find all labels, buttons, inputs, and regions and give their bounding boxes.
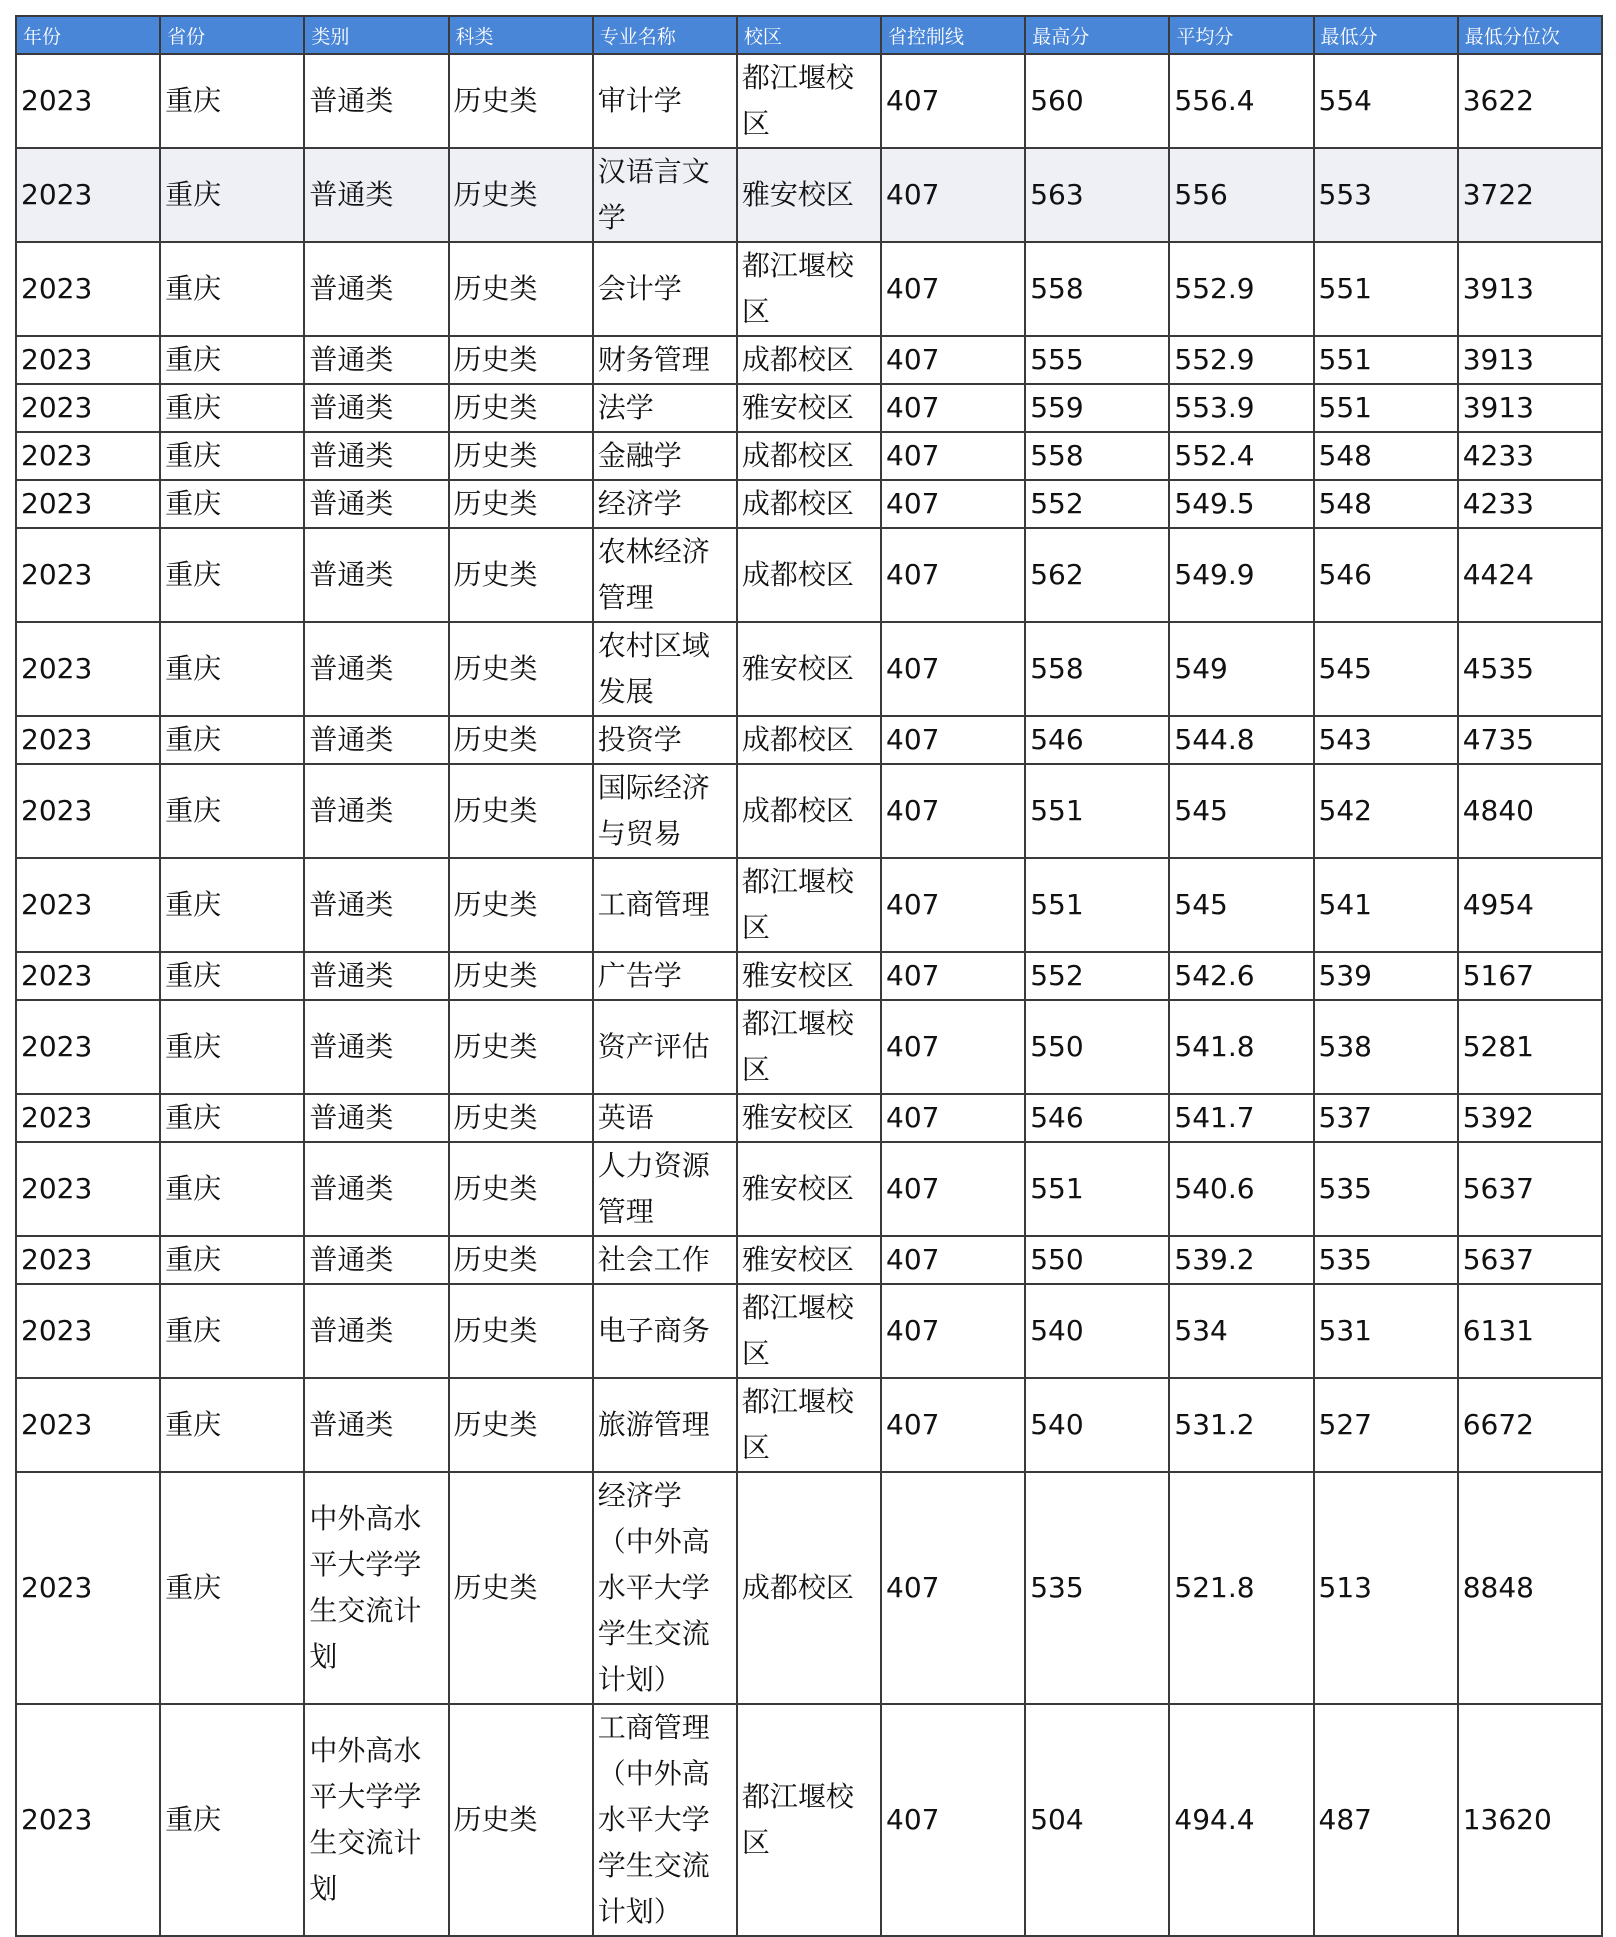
cell-min-score: 535 <box>1314 1142 1458 1236</box>
cell-major: 农村区域发展 <box>593 622 737 716</box>
cell-category: 中外高水平大学学生交流计划 <box>304 1704 448 1936</box>
cell-category: 普通类 <box>304 1236 448 1284</box>
column-header-category: 类别 <box>304 16 448 54</box>
cell-campus: 雅安校区 <box>737 1236 881 1284</box>
column-header-max-score: 最高分 <box>1025 16 1169 54</box>
table-row <box>16 1472 1602 1704</box>
cell-year: 2023 <box>16 858 160 952</box>
cell-min-rank: 3913 <box>1458 336 1602 384</box>
cell-province: 重庆 <box>160 1236 304 1284</box>
cell-major: 会计学 <box>593 242 737 336</box>
cell-subject-type: 历史类 <box>449 432 593 480</box>
column-header-subject-type: 科类 <box>449 16 593 54</box>
cell-control-line: 407 <box>881 480 1025 528</box>
cell-min-rank: 3913 <box>1458 242 1602 336</box>
cell-min-rank: 3622 <box>1458 54 1602 148</box>
cell-control-line: 407 <box>881 1142 1025 1236</box>
cell-category: 普通类 <box>304 622 448 716</box>
cell-max-score: 555 <box>1025 336 1169 384</box>
cell-control-line: 407 <box>881 1284 1025 1378</box>
cell-province: 重庆 <box>160 54 304 148</box>
cell-min-score: 548 <box>1314 432 1458 480</box>
cell-min-rank: 4735 <box>1458 716 1602 764</box>
cell-year: 2023 <box>16 480 160 528</box>
cell-max-score: 552 <box>1025 480 1169 528</box>
cell-subject-type: 历史类 <box>449 1000 593 1094</box>
cell-province: 重庆 <box>160 952 304 1000</box>
table-row <box>16 384 1602 432</box>
table-row <box>16 622 1602 716</box>
cell-province: 重庆 <box>160 336 304 384</box>
table-row <box>16 952 1602 1000</box>
cell-province: 重庆 <box>160 858 304 952</box>
table-row <box>16 764 1602 858</box>
cell-subject-type: 历史类 <box>449 336 593 384</box>
cell-control-line: 407 <box>881 1378 1025 1472</box>
cell-year: 2023 <box>16 1236 160 1284</box>
column-header-year: 年份 <box>16 16 160 54</box>
cell-subject-type: 历史类 <box>449 1378 593 1472</box>
cell-major: 电子商务 <box>593 1284 737 1378</box>
column-header-min-rank: 最低分位次 <box>1458 16 1602 54</box>
cell-control-line: 407 <box>881 858 1025 952</box>
cell-year: 2023 <box>16 432 160 480</box>
cell-province: 重庆 <box>160 242 304 336</box>
cell-subject-type: 历史类 <box>449 952 593 1000</box>
table-body <box>16 54 1602 1936</box>
cell-subject-type: 历史类 <box>449 54 593 148</box>
cell-major: 社会工作 <box>593 1236 737 1284</box>
table-row <box>16 858 1602 952</box>
cell-min-score: 543 <box>1314 716 1458 764</box>
cell-major: 汉语言文学 <box>593 148 737 242</box>
cell-control-line: 407 <box>881 622 1025 716</box>
cell-control-line: 407 <box>881 1704 1025 1936</box>
cell-subject-type: 历史类 <box>449 1094 593 1142</box>
cell-year: 2023 <box>16 148 160 242</box>
cell-province: 重庆 <box>160 1704 304 1936</box>
table-row <box>16 1236 1602 1284</box>
cell-subject-type: 历史类 <box>449 622 593 716</box>
cell-campus: 雅安校区 <box>737 952 881 1000</box>
cell-campus: 都江堰校区 <box>737 858 881 952</box>
cell-min-score: 546 <box>1314 528 1458 622</box>
cell-subject-type: 历史类 <box>449 480 593 528</box>
cell-min-rank: 3913 <box>1458 384 1602 432</box>
cell-province: 重庆 <box>160 148 304 242</box>
cell-year: 2023 <box>16 1142 160 1236</box>
cell-max-score: 558 <box>1025 432 1169 480</box>
cell-avg-score: 549.9 <box>1169 528 1313 622</box>
cell-control-line: 407 <box>881 952 1025 1000</box>
cell-category: 中外高水平大学学生交流计划 <box>304 1472 448 1704</box>
cell-year: 2023 <box>16 54 160 148</box>
table-header-row <box>16 16 1602 54</box>
admission-score-table <box>15 15 1603 1937</box>
column-header-campus: 校区 <box>737 16 881 54</box>
cell-category: 普通类 <box>304 148 448 242</box>
cell-province: 重庆 <box>160 1472 304 1704</box>
cell-avg-score: 553.9 <box>1169 384 1313 432</box>
table-row <box>16 1094 1602 1142</box>
cell-category: 普通类 <box>304 480 448 528</box>
cell-control-line: 407 <box>881 716 1025 764</box>
cell-max-score: 560 <box>1025 54 1169 148</box>
cell-min-score: 538 <box>1314 1000 1458 1094</box>
cell-min-score: 551 <box>1314 384 1458 432</box>
cell-avg-score: 544.8 <box>1169 716 1313 764</box>
cell-min-rank: 4954 <box>1458 858 1602 952</box>
table-row <box>16 1000 1602 1094</box>
cell-min-score: 545 <box>1314 622 1458 716</box>
cell-year: 2023 <box>16 1472 160 1704</box>
cell-min-rank: 13620 <box>1458 1704 1602 1936</box>
cell-max-score: 550 <box>1025 1236 1169 1284</box>
cell-category: 普通类 <box>304 764 448 858</box>
cell-category: 普通类 <box>304 336 448 384</box>
cell-subject-type: 历史类 <box>449 764 593 858</box>
table-row <box>16 336 1602 384</box>
cell-min-rank: 4535 <box>1458 622 1602 716</box>
cell-control-line: 407 <box>881 1000 1025 1094</box>
cell-campus: 雅安校区 <box>737 384 881 432</box>
cell-avg-score: 556.4 <box>1169 54 1313 148</box>
cell-min-rank: 5167 <box>1458 952 1602 1000</box>
cell-min-score: 537 <box>1314 1094 1458 1142</box>
cell-min-score: 531 <box>1314 1284 1458 1378</box>
cell-year: 2023 <box>16 1000 160 1094</box>
cell-control-line: 407 <box>881 1472 1025 1704</box>
cell-major: 投资学 <box>593 716 737 764</box>
cell-campus: 成都校区 <box>737 716 881 764</box>
cell-avg-score: 541.7 <box>1169 1094 1313 1142</box>
cell-year: 2023 <box>16 764 160 858</box>
cell-year: 2023 <box>16 528 160 622</box>
cell-min-score: 553 <box>1314 148 1458 242</box>
cell-campus: 成都校区 <box>737 764 881 858</box>
cell-max-score: 562 <box>1025 528 1169 622</box>
table-row <box>16 528 1602 622</box>
cell-province: 重庆 <box>160 1142 304 1236</box>
cell-category: 普通类 <box>304 952 448 1000</box>
cell-min-rank: 6131 <box>1458 1284 1602 1378</box>
cell-min-rank: 8848 <box>1458 1472 1602 1704</box>
cell-subject-type: 历史类 <box>449 1284 593 1378</box>
cell-province: 重庆 <box>160 1094 304 1142</box>
cell-major: 农林经济管理 <box>593 528 737 622</box>
cell-max-score: 504 <box>1025 1704 1169 1936</box>
cell-max-score: 558 <box>1025 242 1169 336</box>
cell-min-score: 548 <box>1314 480 1458 528</box>
cell-avg-score: 556 <box>1169 148 1313 242</box>
cell-campus: 成都校区 <box>737 480 881 528</box>
cell-major: 经济学 <box>593 480 737 528</box>
cell-max-score: 558 <box>1025 622 1169 716</box>
cell-min-rank: 5281 <box>1458 1000 1602 1094</box>
cell-category: 普通类 <box>304 858 448 952</box>
cell-avg-score: 494.4 <box>1169 1704 1313 1936</box>
cell-subject-type: 历史类 <box>449 148 593 242</box>
cell-control-line: 407 <box>881 384 1025 432</box>
cell-province: 重庆 <box>160 480 304 528</box>
cell-province: 重庆 <box>160 384 304 432</box>
cell-avg-score: 542.6 <box>1169 952 1313 1000</box>
cell-avg-score: 552.9 <box>1169 242 1313 336</box>
cell-category: 普通类 <box>304 716 448 764</box>
cell-control-line: 407 <box>881 432 1025 480</box>
cell-campus: 雅安校区 <box>737 1142 881 1236</box>
cell-major: 广告学 <box>593 952 737 1000</box>
cell-year: 2023 <box>16 716 160 764</box>
cell-avg-score: 521.8 <box>1169 1472 1313 1704</box>
cell-min-score: 535 <box>1314 1236 1458 1284</box>
cell-avg-score: 539.2 <box>1169 1236 1313 1284</box>
cell-min-score: 527 <box>1314 1378 1458 1472</box>
cell-province: 重庆 <box>160 1284 304 1378</box>
cell-control-line: 407 <box>881 54 1025 148</box>
cell-min-score: 551 <box>1314 336 1458 384</box>
cell-min-rank: 4424 <box>1458 528 1602 622</box>
cell-min-rank: 5637 <box>1458 1142 1602 1236</box>
cell-campus: 成都校区 <box>737 1472 881 1704</box>
cell-min-rank: 4233 <box>1458 432 1602 480</box>
table-row <box>16 148 1602 242</box>
table-row <box>16 54 1602 148</box>
cell-major: 工商管理（中外高水平大学学生交流计划） <box>593 1704 737 1936</box>
cell-year: 2023 <box>16 384 160 432</box>
cell-major: 旅游管理 <box>593 1378 737 1472</box>
cell-min-score: 539 <box>1314 952 1458 1000</box>
cell-min-score: 487 <box>1314 1704 1458 1936</box>
cell-category: 普通类 <box>304 432 448 480</box>
table-row <box>16 716 1602 764</box>
cell-avg-score: 545 <box>1169 858 1313 952</box>
cell-control-line: 407 <box>881 764 1025 858</box>
cell-subject-type: 历史类 <box>449 1142 593 1236</box>
cell-min-rank: 4840 <box>1458 764 1602 858</box>
cell-control-line: 407 <box>881 336 1025 384</box>
cell-avg-score: 552.4 <box>1169 432 1313 480</box>
table-row <box>16 1704 1602 1936</box>
cell-control-line: 407 <box>881 242 1025 336</box>
cell-min-score: 554 <box>1314 54 1458 148</box>
cell-subject-type: 历史类 <box>449 716 593 764</box>
cell-control-line: 407 <box>881 1094 1025 1142</box>
cell-major: 财务管理 <box>593 336 737 384</box>
table-row <box>16 1284 1602 1378</box>
cell-campus: 雅安校区 <box>737 622 881 716</box>
cell-campus: 都江堰校区 <box>737 1284 881 1378</box>
cell-max-score: 552 <box>1025 952 1169 1000</box>
cell-max-score: 535 <box>1025 1472 1169 1704</box>
cell-subject-type: 历史类 <box>449 1472 593 1704</box>
cell-avg-score: 549 <box>1169 622 1313 716</box>
cell-campus: 都江堰校区 <box>737 1000 881 1094</box>
cell-province: 重庆 <box>160 1000 304 1094</box>
cell-subject-type: 历史类 <box>449 242 593 336</box>
table-row <box>16 1378 1602 1472</box>
cell-subject-type: 历史类 <box>449 1704 593 1936</box>
cell-year: 2023 <box>16 952 160 1000</box>
cell-max-score: 540 <box>1025 1378 1169 1472</box>
cell-category: 普通类 <box>304 54 448 148</box>
cell-min-rank: 4233 <box>1458 480 1602 528</box>
cell-campus: 成都校区 <box>737 432 881 480</box>
cell-province: 重庆 <box>160 716 304 764</box>
cell-year: 2023 <box>16 622 160 716</box>
cell-avg-score: 552.9 <box>1169 336 1313 384</box>
cell-max-score: 551 <box>1025 858 1169 952</box>
cell-province: 重庆 <box>160 528 304 622</box>
cell-major: 经济学（中外高水平大学学生交流计划） <box>593 1472 737 1704</box>
cell-category: 普通类 <box>304 242 448 336</box>
cell-major: 资产评估 <box>593 1000 737 1094</box>
cell-control-line: 407 <box>881 528 1025 622</box>
column-header-min-score: 最低分 <box>1314 16 1458 54</box>
cell-category: 普通类 <box>304 384 448 432</box>
cell-category: 普通类 <box>304 1378 448 1472</box>
cell-year: 2023 <box>16 336 160 384</box>
cell-province: 重庆 <box>160 432 304 480</box>
cell-max-score: 559 <box>1025 384 1169 432</box>
cell-major: 英语 <box>593 1094 737 1142</box>
cell-major: 审计学 <box>593 54 737 148</box>
cell-major: 国际经济与贸易 <box>593 764 737 858</box>
cell-year: 2023 <box>16 1378 160 1472</box>
cell-year: 2023 <box>16 1094 160 1142</box>
cell-min-rank: 6672 <box>1458 1378 1602 1472</box>
cell-category: 普通类 <box>304 1142 448 1236</box>
cell-avg-score: 545 <box>1169 764 1313 858</box>
cell-min-score: 513 <box>1314 1472 1458 1704</box>
table-row <box>16 480 1602 528</box>
cell-province: 重庆 <box>160 622 304 716</box>
cell-max-score: 546 <box>1025 1094 1169 1142</box>
cell-campus: 都江堰校区 <box>737 1378 881 1472</box>
cell-year: 2023 <box>16 242 160 336</box>
cell-major: 人力资源管理 <box>593 1142 737 1236</box>
cell-avg-score: 549.5 <box>1169 480 1313 528</box>
column-header-major: 专业名称 <box>593 16 737 54</box>
cell-max-score: 551 <box>1025 764 1169 858</box>
cell-campus: 雅安校区 <box>737 148 881 242</box>
cell-major: 工商管理 <box>593 858 737 952</box>
cell-subject-type: 历史类 <box>449 384 593 432</box>
cell-min-rank: 3722 <box>1458 148 1602 242</box>
cell-campus: 雅安校区 <box>737 1094 881 1142</box>
column-header-control-line: 省控制线 <box>881 16 1025 54</box>
cell-subject-type: 历史类 <box>449 1236 593 1284</box>
table-row <box>16 432 1602 480</box>
cell-year: 2023 <box>16 1284 160 1378</box>
cell-min-score: 542 <box>1314 764 1458 858</box>
cell-year: 2023 <box>16 1704 160 1936</box>
cell-min-score: 551 <box>1314 242 1458 336</box>
cell-major: 法学 <box>593 384 737 432</box>
cell-province: 重庆 <box>160 1378 304 1472</box>
cell-campus: 成都校区 <box>737 528 881 622</box>
cell-max-score: 550 <box>1025 1000 1169 1094</box>
cell-control-line: 407 <box>881 1236 1025 1284</box>
cell-min-rank: 5392 <box>1458 1094 1602 1142</box>
cell-subject-type: 历史类 <box>449 858 593 952</box>
cell-major: 金融学 <box>593 432 737 480</box>
column-header-province: 省份 <box>160 16 304 54</box>
cell-campus: 都江堰校区 <box>737 54 881 148</box>
cell-category: 普通类 <box>304 528 448 622</box>
cell-campus: 都江堰校区 <box>737 242 881 336</box>
cell-min-rank: 5637 <box>1458 1236 1602 1284</box>
cell-avg-score: 540.6 <box>1169 1142 1313 1236</box>
column-header-avg-score: 平均分 <box>1169 16 1313 54</box>
cell-avg-score: 541.8 <box>1169 1000 1313 1094</box>
cell-category: 普通类 <box>304 1094 448 1142</box>
cell-avg-score: 531.2 <box>1169 1378 1313 1472</box>
table-row <box>16 1142 1602 1236</box>
cell-max-score: 563 <box>1025 148 1169 242</box>
cell-campus: 成都校区 <box>737 336 881 384</box>
table-row <box>16 242 1602 336</box>
cell-max-score: 551 <box>1025 1142 1169 1236</box>
cell-category: 普通类 <box>304 1000 448 1094</box>
cell-campus: 都江堰校区 <box>737 1704 881 1936</box>
cell-subject-type: 历史类 <box>449 528 593 622</box>
cell-control-line: 407 <box>881 148 1025 242</box>
cell-province: 重庆 <box>160 764 304 858</box>
cell-min-score: 541 <box>1314 858 1458 952</box>
cell-category: 普通类 <box>304 1284 448 1378</box>
cell-max-score: 540 <box>1025 1284 1169 1378</box>
cell-max-score: 546 <box>1025 716 1169 764</box>
cell-avg-score: 534 <box>1169 1284 1313 1378</box>
